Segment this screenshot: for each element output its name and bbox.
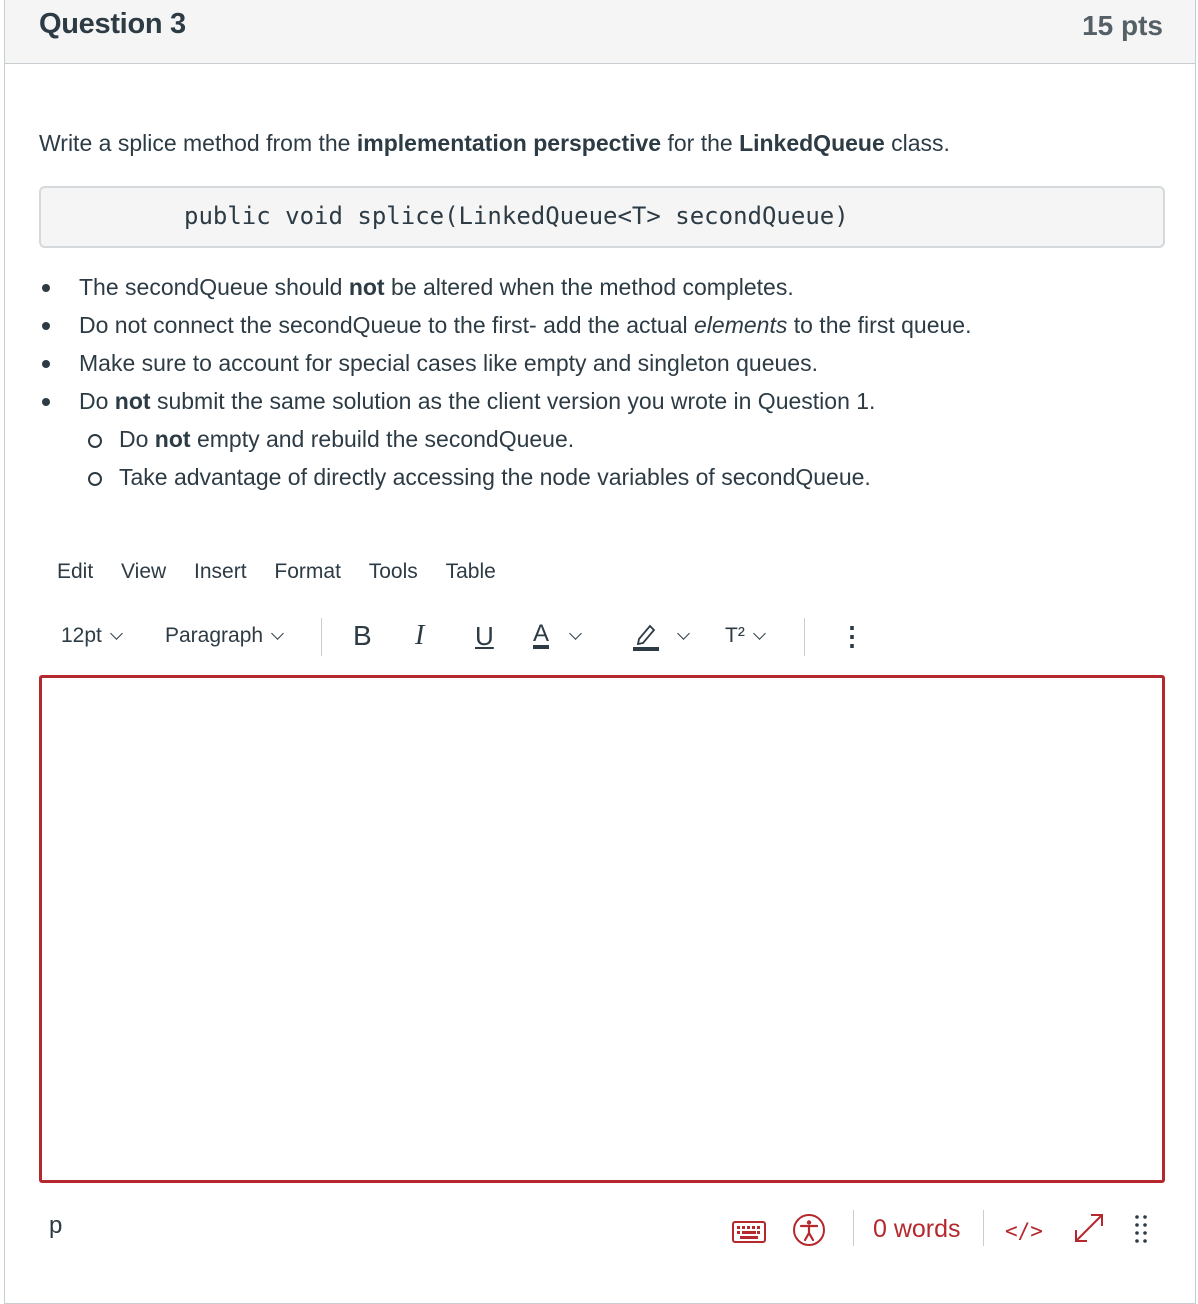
editor-menubar xyxy=(57,560,518,584)
accessibility-icon xyxy=(792,1213,826,1247)
keyboard-shortcuts-button[interactable] xyxy=(731,1212,767,1248)
menu-view[interactable]: View xyxy=(121,560,167,583)
word-count[interactable]: 0 words xyxy=(873,1215,961,1243)
list-item: Do not submit the same solution as the client version you wrote in Question 1. xyxy=(39,382,971,420)
italic-button[interactable] xyxy=(415,614,424,658)
menu-tools[interactable]: Tools xyxy=(368,560,418,583)
sub-list-item: Take advantage of directly accessing the node variables of secondQueue. xyxy=(39,458,971,496)
rich-text-editor-body[interactable] xyxy=(39,675,1165,1183)
underline-icon: U xyxy=(475,620,494,651)
expand-icon xyxy=(1072,1211,1106,1245)
block-format-dropdown[interactable] xyxy=(165,614,282,658)
underline-button[interactable] xyxy=(475,614,494,658)
bold-button[interactable] xyxy=(353,614,372,658)
menu-format[interactable]: Format xyxy=(274,560,341,583)
font-size-dropdown[interactable] xyxy=(61,614,121,658)
sub-list-item: Do not empty and rebuild the secondQueue. xyxy=(39,420,971,458)
question-card xyxy=(4,0,1196,1304)
chevron-down-icon xyxy=(271,627,284,640)
chevron-down-icon xyxy=(677,627,690,640)
chevron-down-icon xyxy=(110,627,123,640)
menu-table[interactable]: Table xyxy=(445,560,496,583)
statusbar-divider xyxy=(983,1210,984,1246)
text-color-button[interactable] xyxy=(533,614,580,658)
more-vertical-icon: ⋮ xyxy=(839,620,865,651)
superscript-button[interactable] xyxy=(725,614,764,658)
question-header xyxy=(5,0,1195,64)
menu-edit[interactable]: Edit xyxy=(57,560,94,583)
element-path[interactable]: p xyxy=(49,1212,63,1239)
highlighter-icon xyxy=(633,621,659,651)
question-title: Question 3 xyxy=(39,8,186,40)
menu-insert[interactable]: Insert xyxy=(194,560,247,583)
method-signature-code-block xyxy=(39,186,1165,248)
list-item: Make sure to account for special cases like empty and singleton queues. xyxy=(39,344,971,382)
more-options-button[interactable] xyxy=(839,614,865,658)
drag-handle-icon xyxy=(1134,1213,1148,1247)
editor-toolbar xyxy=(59,614,865,658)
resize-handle[interactable] xyxy=(1131,1212,1151,1248)
block-format-value: Paragraph xyxy=(165,624,264,647)
statusbar-divider xyxy=(853,1210,854,1246)
list-item: The secondQueue should not be altered when the method completes. xyxy=(39,268,971,306)
html-editor-toggle[interactable] xyxy=(1005,1214,1043,1248)
superscript-icon: T² xyxy=(725,624,745,647)
italic-icon: I xyxy=(415,620,425,651)
accessibility-checker-button[interactable] xyxy=(791,1212,827,1248)
prompt-bold-class: LinkedQueue xyxy=(739,130,885,156)
requirements-list xyxy=(39,268,971,496)
text-color-icon: A xyxy=(533,620,550,647)
highlight-color-button[interactable] xyxy=(633,614,688,658)
fullscreen-button[interactable] xyxy=(1071,1210,1107,1246)
keyboard-icon xyxy=(732,1217,766,1243)
chevron-down-icon xyxy=(569,627,582,640)
prompt-text: for the xyxy=(661,130,740,156)
bold-icon: B xyxy=(353,620,372,651)
prompt-text: class. xyxy=(884,130,950,156)
prompt-text: Write a splice method from the xyxy=(39,130,357,156)
chevron-down-icon xyxy=(753,627,766,640)
method-signature: public void splice(LinkedQueue<T> secondQueue) xyxy=(184,202,849,230)
toolbar-divider xyxy=(321,618,322,656)
question-points: 15 pts xyxy=(1082,10,1163,41)
list-item: Do not connect the secondQueue to the first- add the actual elements to the first queue. xyxy=(39,306,971,344)
prompt-bold-implementation: implementation perspective xyxy=(356,130,662,156)
code-icon: </> xyxy=(1005,1219,1043,1243)
font-size-value: 12pt xyxy=(61,624,102,647)
editor-statusbar xyxy=(5,1200,1197,1260)
question-prompt xyxy=(39,130,950,157)
toolbar-divider xyxy=(804,618,805,656)
